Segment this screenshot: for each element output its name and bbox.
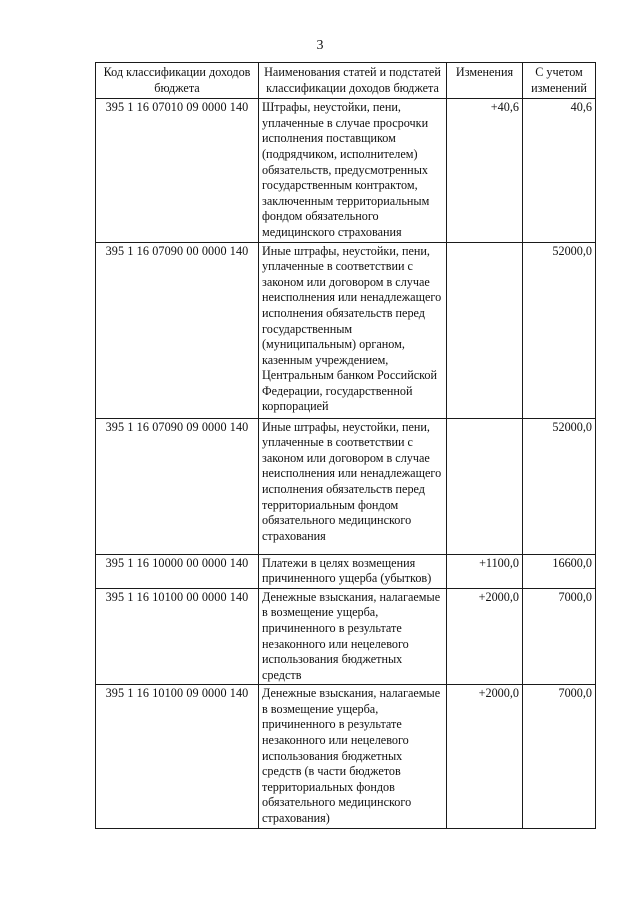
header-code: Код классификации доходов бюджета [96, 63, 259, 99]
cell-change: +2000,0 [447, 588, 523, 685]
cell-total: 7000,0 [523, 685, 596, 828]
cell-change [447, 418, 523, 554]
table-row [96, 554, 596, 588]
cell-change [447, 242, 523, 418]
cell-total: 7000,0 [523, 588, 596, 685]
table-row [96, 685, 596, 828]
cell-total: 16600,0 [523, 554, 596, 588]
table-row [96, 418, 596, 554]
cell-name: Иные штрафы, неустойки, пени, уплаченные в соответствии с законом или договором в случае неисполнения или ненадлежащего исполнения обязательств перед государственным (муниципальным) органом, казенным учреждением, Центральным банком Российской Федерации, государственной корпорацией [259, 242, 447, 418]
header-name: Наименования статей и подстатей классификации доходов бюджета [259, 63, 447, 99]
cell-code: 395 1 16 10100 00 0000 140 [96, 588, 259, 685]
cell-change: +2000,0 [447, 685, 523, 828]
cell-code: 395 1 16 07010 09 0000 140 [96, 99, 259, 242]
cell-name: Иные штрафы, неустойки, пени, уплаченные в соответствии с законом или договором в случае неисполнения или ненадлежащего исполнения обязательств перед территориальным фондом обязательного медицинского страхования [259, 418, 447, 554]
cell-change: +40,6 [447, 99, 523, 242]
cell-change: +1100,0 [447, 554, 523, 588]
table-row [96, 588, 596, 685]
cell-name: Штрафы, неустойки, пени, уплаченные в случае просрочки исполнения поставщиком (подрядчиком, исполнителем) обязательств, предусмотренных государственным контрактом, заключенным территориальным фондом обязательного медицинского страхования [259, 99, 447, 242]
cell-total: 52000,0 [523, 242, 596, 418]
header-change: Изменения [447, 63, 523, 99]
table-row [96, 99, 596, 242]
table-row [96, 242, 596, 418]
table-header-row [96, 63, 596, 99]
cell-name: Денежные взыскания, налагаемые в возмещение ущерба, причиненного в результате незаконного или нецелевого использования бюджетных средств (в части бюджетов территориальных фондов обязательного медицинского страхования) [259, 685, 447, 828]
cell-total: 52000,0 [523, 418, 596, 554]
cell-name: Платежи в целях возмещения причиненного ущерба (убытков) [259, 554, 447, 588]
page-number: 3 [316, 38, 324, 53]
header-total: С учетом изменений [523, 63, 596, 99]
cell-code: 395 1 16 10000 00 0000 140 [96, 554, 259, 588]
cell-code: 395 1 16 07090 09 0000 140 [96, 418, 259, 554]
cell-code: 395 1 16 07090 00 0000 140 [96, 242, 259, 418]
cell-name: Денежные взыскания, налагаемые в возмещение ущерба, причиненного в результате незаконного или нецелевого использования бюджетных средств [259, 588, 447, 685]
cell-total: 40,6 [523, 99, 596, 242]
cell-code: 395 1 16 10100 09 0000 140 [96, 685, 259, 828]
budget-revenue-table [95, 62, 596, 829]
